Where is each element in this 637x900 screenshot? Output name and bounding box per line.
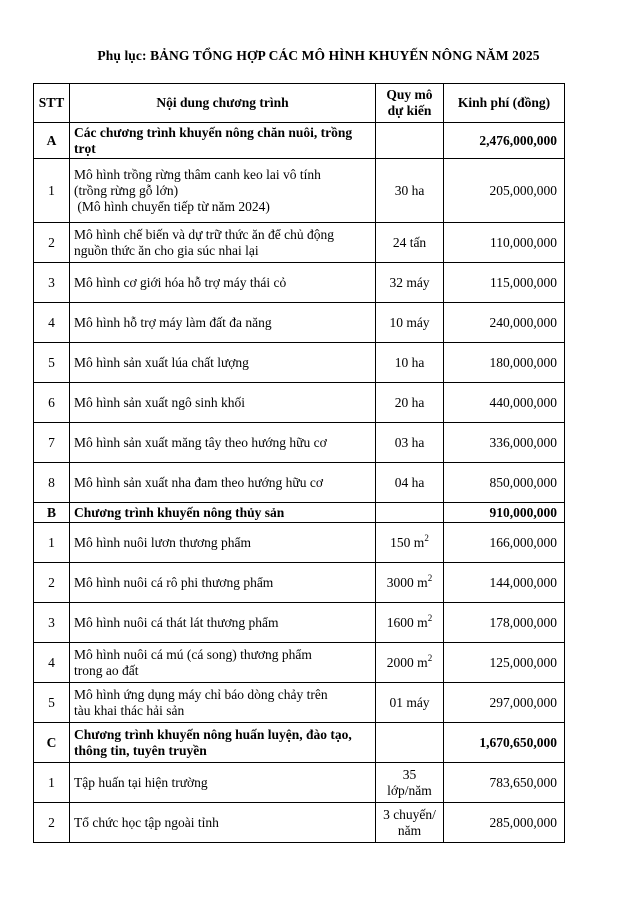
cell-scale [376,503,444,523]
cell-scale-value: 2000 m [386,654,428,670]
cell-scale-line: lớp/năm [387,782,432,798]
table-row [34,763,565,803]
cell-scale [376,423,444,463]
cell-stt: 4 [34,303,70,343]
table-row [34,603,565,643]
cell-scale-superscript: 2 [427,652,433,663]
cell-cost: 144,000,000 [444,563,565,603]
cell-content-line: (Mô hình chuyển tiếp từ năm 2024) [74,198,270,214]
table-row [34,383,565,423]
section-row [34,123,565,159]
cell-stt: 3 [34,263,70,303]
cell-stt: B [34,503,70,523]
cell-scale-value: 30 ha [394,182,425,198]
table-row [34,303,565,343]
cell-scale [376,343,444,383]
cell-cost: 240,000,000 [444,303,565,343]
cell-cost: 2,476,000,000 [444,123,565,159]
header-content: Nội dung chương trình [70,84,376,123]
cell-cost: 166,000,000 [444,523,565,563]
cell-scale [376,463,444,503]
cell-stt: 5 [34,683,70,723]
cell-content: Tổ chức học tập ngoài tỉnh [70,803,376,843]
cell-content: Mô hình sản xuất nha đam theo hướng hữu cơ [70,463,376,503]
cell-scale [376,683,444,723]
cell-scale-superscript: 2 [424,532,429,543]
cell-cost: 180,000,000 [444,343,565,383]
cell-content-line: Mô hình trồng rừng thâm canh keo lai vô tính [74,166,321,182]
cell-content-line: Mô hình ứng dụng máy chỉ báo dòng chảy trên [74,686,328,702]
table-row [34,523,565,563]
cell-stt: 2 [34,563,70,603]
cell-scale-value: 10 ha [394,354,425,370]
cell-scale-value: 01 máy [389,694,430,710]
cell-scale-line: 3 chuyến/ [383,806,436,822]
cell-content: Chương trình khuyến nông thủy sản [70,503,376,523]
cell-cost: 1,670,650,000 [444,723,565,763]
table-row [34,683,565,723]
cell-content: Mô hình nuôi cá rô phi thương phẩm [70,563,376,603]
cell-scale [376,563,444,603]
cell-cost: 297,000,000 [444,683,565,723]
cell-content [70,223,376,263]
cell-content [70,159,376,223]
cell-scale-line: năm [397,822,422,838]
cell-scale [376,523,444,563]
cell-scale-value: 1600 m [386,614,428,630]
table-row [34,643,565,683]
header-stt: STT [34,84,70,123]
cell-cost: 115,000,000 [444,263,565,303]
table-row [34,563,565,603]
cell-stt: 8 [34,463,70,503]
cell-stt: 1 [34,523,70,563]
cell-content: Mô hình nuôi cá thát lát thương phẩm [70,603,376,643]
cell-content-line: nguồn thức ăn cho gia súc nhai lại [74,242,259,258]
cell-stt: 7 [34,423,70,463]
document-title: Phụ lục: BẢNG TỔNG HỢP CÁC MÔ HÌNH KHUYẾN NÔNG NĂM 2025 [97,48,540,63]
cell-stt: 5 [34,343,70,383]
table-body [34,123,565,843]
table-row [34,159,565,223]
section-row [34,503,565,523]
cell-content: Mô hình sản xuất ngô sinh khối [70,383,376,423]
cell-scale [376,723,444,763]
cell-scale [376,803,444,843]
cell-scale [376,263,444,303]
cell-cost: 910,000,000 [444,503,565,523]
cell-cost: 440,000,000 [444,383,565,423]
cell-cost: 336,000,000 [444,423,565,463]
cell-scale [376,223,444,263]
cell-content: Mô hình cơ giới hóa hỗ trợ máy thái cỏ [70,263,376,303]
cell-scale-value: 32 máy [389,274,430,290]
header-scale [376,84,444,123]
cell-scale [376,603,444,643]
cell-content: Mô hình sản xuất măng tây theo hướng hữu cơ [70,423,376,463]
table-row [34,223,565,263]
cell-scale-superscript: 2 [427,572,433,583]
cell-cost: 125,000,000 [444,643,565,683]
cell-content: Các chương trình khuyến nông chăn nuôi, trồng trọt [70,123,376,159]
header-scale-line1: Quy mô [386,87,433,102]
cell-scale-value: 24 tấn [392,234,427,250]
table-header-row [34,84,565,123]
cell-scale-value: 04 ha [394,474,425,490]
cell-content-line: Mô hình nuôi cá mú (cá song) thương phẩm [74,646,312,662]
cell-scale [376,763,444,803]
cell-content: Tập huấn tại hiện trường [70,763,376,803]
cell-content [70,683,376,723]
cell-cost: 178,000,000 [444,603,565,643]
cell-content-line: (trồng rừng gỗ lớn) [74,182,179,198]
cell-content: Mô hình hỗ trợ máy làm đất đa năng [70,303,376,343]
cell-cost: 110,000,000 [444,223,565,263]
cell-stt: 3 [34,603,70,643]
cell-cost: 205,000,000 [444,159,565,223]
table-row [34,343,565,383]
cell-stt: 1 [34,159,70,223]
cell-scale [376,123,444,159]
cell-stt: 1 [34,763,70,803]
cell-stt: C [34,723,70,763]
cell-scale [376,159,444,223]
cell-scale [376,303,444,343]
cell-stt: A [34,123,70,159]
table-row [34,463,565,503]
cell-scale [376,383,444,423]
header-cost: Kinh phí (đồng) [444,84,565,123]
cell-scale-value: 20 ha [394,394,425,410]
cell-content-line: tàu khai thác hải sản [74,702,185,718]
cell-stt: 6 [34,383,70,423]
cell-scale-value: 150 m [390,534,425,550]
cell-scale [376,643,444,683]
cell-scale-line: 35 [402,766,417,782]
cell-content: Chương trình khuyến nông huấn luyện, đào tạo, thông tin, tuyên truyền [70,723,376,763]
cell-scale-value: 10 máy [389,314,430,330]
cell-content: Mô hình sản xuất lúa chất lượng [70,343,376,383]
table-row [34,263,565,303]
cell-stt: 2 [34,803,70,843]
table-row [34,423,565,463]
cell-cost: 285,000,000 [444,803,565,843]
cell-scale-value: 3000 m [386,574,428,590]
cell-cost: 850,000,000 [444,463,565,503]
cell-content [70,643,376,683]
cell-stt: 2 [34,223,70,263]
cell-content: Mô hình nuôi lươn thương phẩm [70,523,376,563]
cell-cost: 783,650,000 [444,763,565,803]
cell-scale-superscript: 2 [427,612,433,623]
cell-stt: 4 [34,643,70,683]
section-row [34,723,565,763]
table-row [34,803,565,843]
cell-scale-value: 03 ha [394,434,425,450]
header-scale-line2: dự kiến [387,103,432,118]
program-table [33,83,565,843]
cell-content-line: Mô hình chế biến và dự trữ thức ăn để chủ động [74,226,335,242]
cell-content-line: trong ao đất [74,662,139,678]
